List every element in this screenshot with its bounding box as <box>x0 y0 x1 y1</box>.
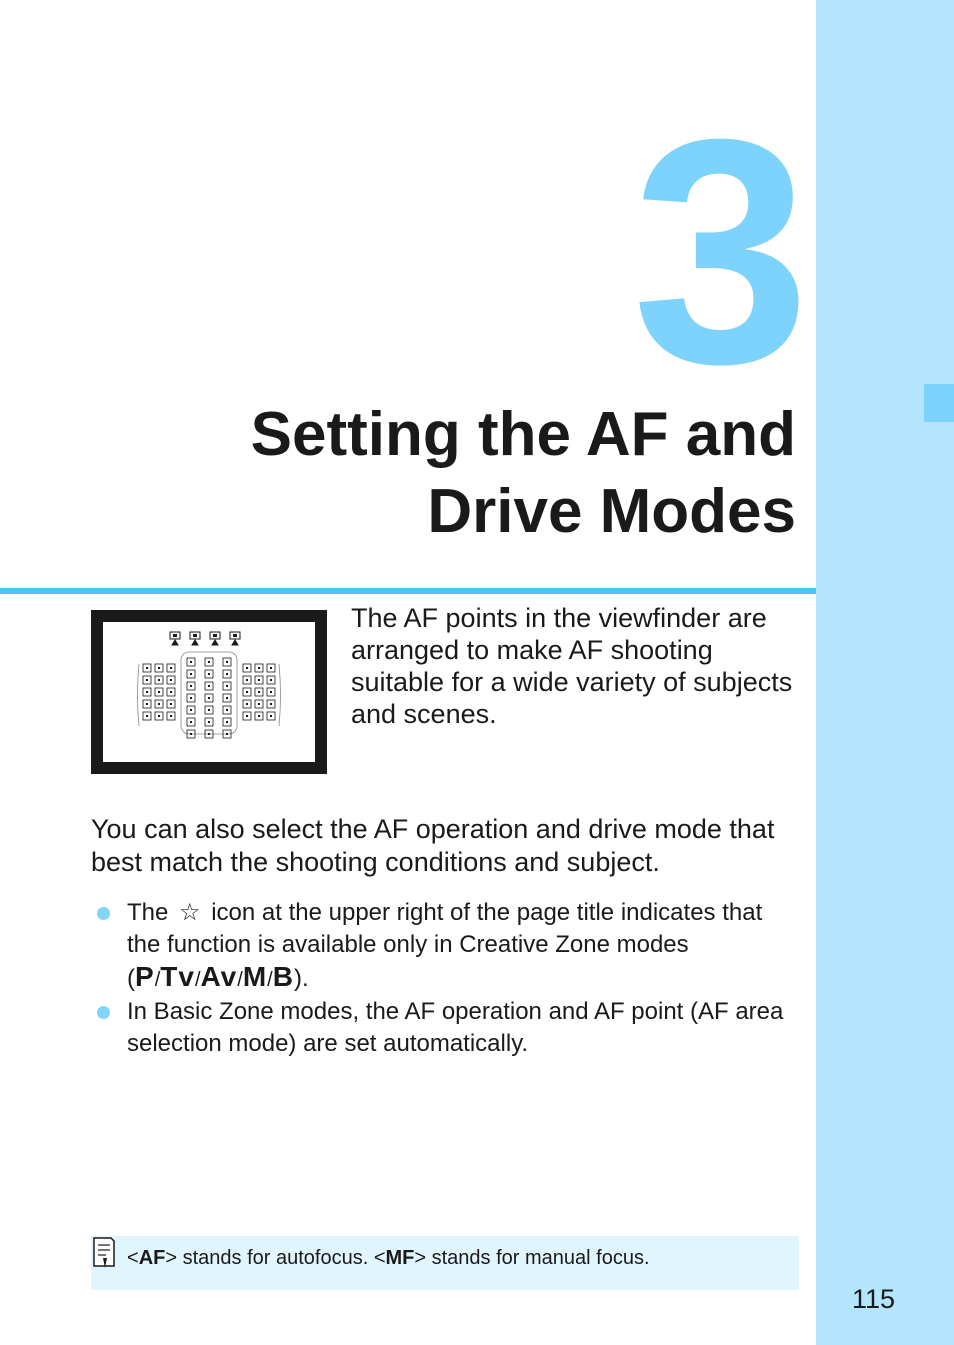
separator: / <box>154 969 161 991</box>
chapter-title-line2: Drive Modes <box>427 477 796 546</box>
bullet-list <box>91 897 801 1060</box>
bullet-text: ). <box>293 965 309 992</box>
note-text <box>127 1246 650 1270</box>
note-memo-icon <box>91 1236 117 1270</box>
body-paragraph: You can also select the AF operation and drive mode that best match the shooting conditions and subject. <box>91 814 775 877</box>
af-label: AF <box>138 1247 166 1269</box>
separator: / <box>194 969 201 991</box>
note-part: > stands for autofocus. < <box>165 1247 386 1269</box>
mode-p-icon: P <box>135 961 155 992</box>
bullet-text: The <box>127 899 169 926</box>
separator: / <box>237 969 243 991</box>
mode-b-icon: B <box>272 961 294 992</box>
bullet-item-basic-zone <box>91 996 801 1060</box>
bullet-dot-icon <box>97 1006 110 1019</box>
viewfinder-af-points-illustration <box>91 610 327 774</box>
chapter-title <box>176 396 796 550</box>
chapter-number: 3 <box>632 80 810 380</box>
mode-av-icon: Av <box>200 961 238 992</box>
bullet-text: In Basic Zone modes, the AF operation and AF point (AF area selection mode) are set automatically. <box>127 998 784 1057</box>
intro-text: The AF points in the viewfinder are arranged to make AF shooting suitable for a wide variety of subjects and scenes. <box>351 603 793 729</box>
mf-label: MF <box>385 1247 415 1269</box>
section-divider <box>0 588 816 594</box>
page-number: 115 <box>852 1284 896 1314</box>
star-icon: ☆ <box>179 899 201 926</box>
bullet-text: icon at the upper right of the page title indicates that the function is available only in Creative Zone modes ( <box>127 899 763 992</box>
mode-m-icon: M <box>242 961 268 992</box>
separator: / <box>267 969 273 991</box>
mode-tv-icon: Tv <box>160 961 195 992</box>
bullet-item-creative-zone <box>91 897 801 996</box>
chapter-title-line1: Setting the AF and <box>250 400 796 469</box>
note-part: < <box>127 1247 139 1269</box>
bullet-dot-icon <box>97 907 110 920</box>
chapter-number-graphic <box>600 80 815 380</box>
note-part: > stands for manual focus. <box>414 1247 650 1269</box>
chapter-tab-marker <box>924 384 954 422</box>
side-band <box>816 0 954 1345</box>
note-box <box>91 1236 799 1290</box>
